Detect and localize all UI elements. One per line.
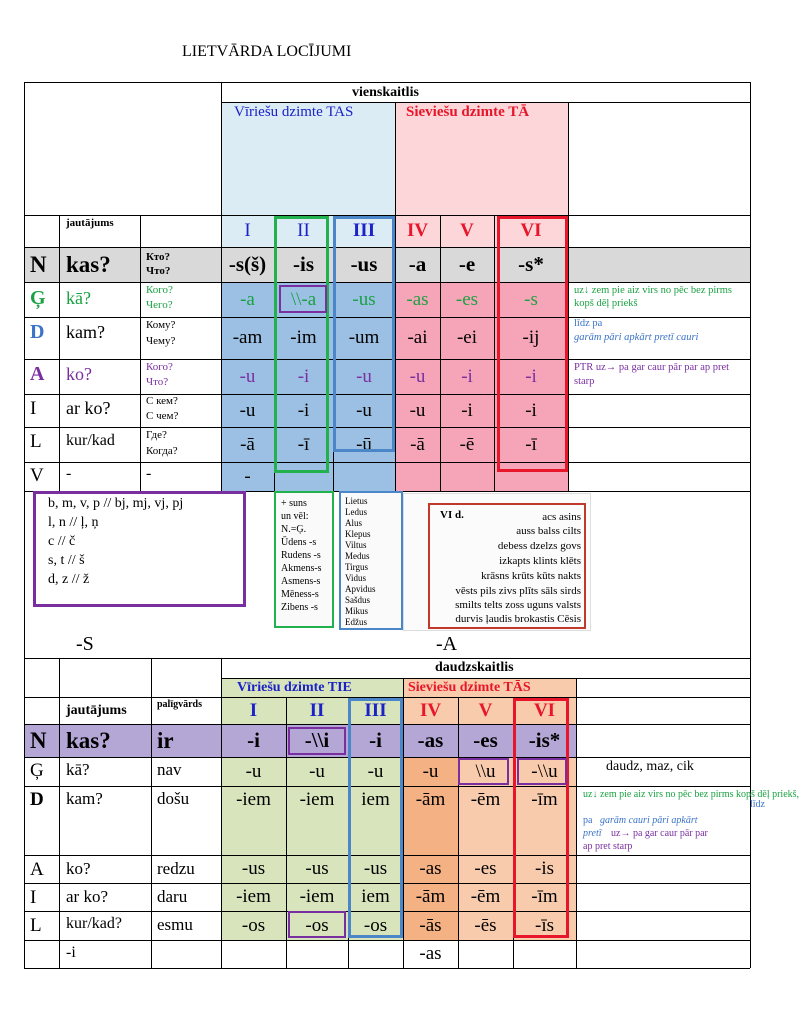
sg-q-d: kam? [66, 322, 105, 342]
sg-g-2: \\-a [290, 288, 317, 310]
sg-a-2: -i [297, 365, 310, 387]
l3-6: Tirgus [345, 562, 369, 572]
alt-line-3: c // č [48, 534, 76, 549]
sg-g-5: -es [455, 288, 479, 310]
pl-i-3: iem [361, 886, 390, 907]
pl-case-i: I [30, 887, 37, 908]
pl-i-2: -iem [299, 886, 335, 907]
vi-l7: durvis ļaudis brokastis Cēsis [455, 613, 581, 625]
pl-i-4: -ām [415, 886, 446, 907]
sg-ru1-i: С кем? [146, 395, 178, 407]
pl-decl-2: II [309, 699, 325, 721]
pl-note-dat-g: ap pret starp [583, 841, 633, 852]
pl-n-4: -as [417, 728, 444, 752]
pl-i-1: -iem [236, 886, 271, 907]
sg-ru2-l: Когда? [146, 445, 178, 457]
pl-note-dat-c: pa [583, 815, 593, 826]
sg-g-1: -a [240, 288, 255, 310]
sg-n-1: -s(š) [228, 252, 267, 276]
pl-a-2: -us [305, 858, 329, 879]
sg-case-v: V [30, 465, 44, 486]
sg-ru1-d: Кому? [146, 319, 176, 331]
pl-l-3: -os [363, 914, 388, 936]
pl-decl-6: VI [533, 699, 556, 721]
pl-q-g: kā? [66, 760, 90, 779]
sg-a-5: -i [461, 365, 473, 387]
sg-l-1: -ā [240, 433, 255, 455]
sg-n-6: -s* [518, 252, 544, 276]
pl-q-d: kam? [66, 789, 103, 808]
singular-question-label: jautājums [66, 217, 114, 229]
sg-ru1-v: - [146, 465, 152, 482]
sg-ru2-n: Что? [146, 265, 171, 277]
sg-l-4: -ā [410, 433, 425, 455]
sg-ru2-g: Чего? [146, 299, 173, 311]
l2-5: Akmens-s [281, 563, 322, 574]
pl-last-4: -as [419, 943, 442, 964]
l3-2: Alus [345, 518, 363, 528]
sg-d-3: -um [348, 327, 380, 348]
sg-a-4: -u [409, 365, 426, 387]
pl-q-i: ar ko? [66, 887, 109, 906]
sg-note-gen: uz↓ zem pie aiz virs no pēc bez pirms kopš dēļ priekš [574, 285, 733, 309]
sg-g-6: -s [524, 288, 538, 310]
pl-n-2: -\\i [304, 728, 330, 752]
foot-a: -A [436, 633, 458, 655]
pl-note-dat-a1: uz↓ zem pie aiz virs no pēc bez pirms kopš dēļ priekš, [583, 789, 799, 800]
l2-3: Ūdens -s [281, 537, 317, 548]
pl-aux-a: redzu [157, 859, 195, 878]
sg-decl-1: I [244, 220, 251, 241]
sg-a-1: -u [239, 365, 256, 387]
pl-note-dat-b: līdz [750, 799, 765, 810]
plural-question-label: jautājums [66, 703, 127, 718]
sg-d-1: -am [232, 327, 263, 348]
sg-q-a: ko? [66, 364, 92, 384]
vi-l4: krāsns krūts kūts nakts [481, 570, 581, 582]
pl-q-last: -i [66, 944, 76, 961]
alt-line-1: b, m, v, p // bj, mj, vj, pj [48, 496, 184, 511]
foot-s: -S [76, 633, 94, 655]
sg-case-n: N [30, 252, 47, 277]
pl-g-4: -u [422, 760, 439, 782]
sg-case-a: A [30, 363, 45, 385]
pl-l2-highlight [288, 911, 346, 938]
l2-6: Asmens-s [281, 576, 321, 587]
pl-g6-highlight [517, 758, 567, 785]
l3-0: Lietus [345, 496, 368, 506]
pl-note-dat-f: uz→ pa gar caur pār par [611, 828, 708, 839]
l3-10: Mikus [345, 606, 369, 616]
plural-masc-label: Vīriešu dzimte TIE [237, 680, 352, 695]
alt-line-5: d, z // ž [48, 572, 90, 587]
pl-i-5: -ēm [470, 886, 501, 907]
pl-decl6-highlight [513, 698, 569, 938]
sg-case-d: D [30, 321, 45, 343]
pl-g-6: -\\u [531, 760, 558, 782]
pl-decl-5: V [478, 699, 493, 721]
pl-decl-3: III [364, 699, 387, 721]
sg-d-2: -im [290, 327, 317, 348]
sg-ru2-i: С чем? [146, 410, 179, 422]
l2-1: un vēl: [281, 511, 309, 522]
sg-i-4: -u [409, 399, 426, 421]
sg-n-4: -a [408, 252, 427, 276]
pl-d-3: iem [361, 789, 390, 810]
sg-a-6: -i [525, 365, 537, 387]
sg-l-2: -ī [297, 433, 310, 455]
page-title: LIETVĀRDA LOCĪJUMI [182, 43, 352, 60]
pl-case-g: Ģ [30, 760, 44, 781]
pl-a-4: -as [419, 858, 442, 879]
pl-g-2: -u [309, 760, 325, 782]
vi-l6: smilts telts zoss uguns valsts [455, 599, 581, 611]
sg-q-v: - [66, 465, 72, 482]
pl-l-2: -os [305, 914, 329, 936]
l3-3: Klepus [345, 529, 371, 539]
pl-aux-l: esmu [157, 915, 193, 934]
pl-aux-n: ir [157, 728, 174, 753]
pl-l-4: -ās [419, 914, 442, 936]
pl-a-6: -is [535, 858, 554, 879]
sg-n-5: -e [458, 252, 476, 276]
l2-4: Rudens -s [281, 550, 321, 561]
pl-l-1: -os [241, 914, 266, 936]
pl-q-l: kur/kad? [66, 915, 122, 932]
pl-decl3-highlight [348, 698, 403, 938]
vi-l5: vēsts pils zivs plīts sāls sirds [455, 585, 581, 597]
pl-l-6: -īs [535, 914, 554, 936]
vi-l3: izkapts klints klēts [499, 555, 581, 567]
sg-d-4: -ai [407, 327, 428, 348]
pl-decl-4: IV [419, 699, 442, 721]
pl-d-6: -īm [531, 789, 558, 810]
sg-decl-6: VI [520, 220, 542, 241]
sg-decl-3: III [352, 220, 376, 241]
sg-v-1: - [244, 465, 251, 487]
pl-note-gen: daudz, maz, cik [606, 759, 694, 774]
sg-q-g: kā? [66, 288, 91, 308]
sg-i-1: -u [239, 399, 256, 421]
pl-n2-highlight [288, 727, 346, 755]
pl-case-n: N [30, 728, 47, 753]
l3-4: Viltus [345, 540, 367, 550]
pl-a-3: -us [363, 858, 388, 879]
sg-q-n: kas? [66, 252, 111, 277]
sg-l-5: -ē [459, 433, 475, 455]
alt-line-4: s, t // š [48, 553, 85, 568]
sg-g-4: -as [406, 288, 429, 310]
sg-q-i: ar ko? [66, 398, 111, 418]
l3-1: Ledus [345, 507, 367, 517]
sg-ru1-l: Где? [146, 429, 167, 441]
sg-n-2: -is [293, 252, 314, 276]
pl-case-l: L [30, 915, 42, 936]
plural-aux-label: palīgvārds [157, 699, 203, 710]
sg-l-6: -ī [525, 433, 537, 455]
pl-note-dat-d: garām cauri pāri apkārt [600, 815, 698, 826]
plural-fem-label: Sieviešu dzimte TĀS [408, 680, 531, 695]
singular-fem-label: Sieviešu dzimte TĀ [406, 104, 530, 120]
sg-i-2: -i [297, 399, 310, 421]
singular-header: vienskaitlis [352, 85, 419, 100]
l2-8: Zibens -s [281, 602, 318, 613]
pl-n-1: -i [247, 728, 260, 752]
pl-q-n: kas? [66, 728, 111, 753]
sg-q-l: kur/kad [66, 432, 115, 449]
sg-decl-4: IV [406, 220, 429, 241]
singular-masc-label: Vīriešu dzimte TAS [234, 104, 354, 120]
vi-l0: acs asins [542, 511, 581, 523]
vi-l2: debess dzelzs govs [497, 540, 581, 552]
sg-ru1-n: Кто? [146, 251, 170, 263]
pl-note-dat-e: pretī [583, 828, 602, 839]
pl-aux-g: nav [157, 760, 182, 779]
pl-g-5: \\u [475, 760, 496, 782]
l3-5: Medus [345, 551, 370, 561]
pl-i-6: -īm [531, 886, 558, 907]
sg-note-acc: PTR uz→ pa gar caur pār par ap pret starp [574, 362, 730, 387]
sg-decl-2: II [297, 220, 310, 241]
sg-note-dat2: garām pāri apkārt pretī cauri [574, 332, 699, 343]
pl-q-a: ko? [66, 859, 91, 878]
vi-title: VI d. [440, 509, 464, 521]
alt-line-2: l, n // ļ, ņ [48, 515, 99, 530]
sg-note-dat1: līdz pa [574, 318, 603, 329]
pl-case-a: A [30, 859, 44, 880]
pl-d-4: -ām [415, 789, 446, 810]
pl-case-d: D [30, 789, 44, 810]
sg-case-l: L [30, 431, 42, 452]
sg-i-6: -i [525, 399, 537, 421]
plural-header: daudzskaitlis [435, 660, 514, 675]
sg-decl-5: V [460, 220, 474, 241]
l2-2: N.=Ģ. [281, 524, 307, 535]
pl-d-2: -iem [299, 789, 335, 810]
sg-i-3: -u [356, 399, 372, 421]
pl-aux-d: došu [157, 789, 190, 808]
l3-7: Vidus [345, 573, 366, 583]
sg-ru2-d: Чему? [146, 335, 176, 347]
l2-7: Mēness-s [281, 589, 319, 600]
l3-9: Sašdus [345, 595, 371, 605]
pl-g-3: -u [367, 760, 384, 782]
sg-i-5: -i [461, 399, 473, 421]
l2-0: + suns [281, 498, 307, 509]
sg-decl6-highlight [497, 216, 568, 472]
vi-l1: auss balss cilts [516, 525, 581, 537]
pl-g-1: -u [245, 760, 262, 782]
sg-case-g: Ģ [30, 287, 46, 309]
pl-decl-1: I [249, 699, 258, 721]
sg-d-6: -ij [522, 327, 540, 348]
l3-8: Apvidus [345, 584, 376, 594]
l3-11: Edžus [345, 617, 367, 627]
sg-l-3: -ū [356, 433, 372, 455]
pl-d-1: -iem [236, 789, 271, 810]
sg-n-3: -us [350, 252, 378, 276]
pl-a-1: -us [241, 858, 266, 879]
sg-decl3-highlight [333, 216, 395, 452]
pl-l-5: -ēs [474, 914, 497, 936]
pl-d-5: -ēm [470, 789, 501, 810]
sg-a-3: -u [356, 365, 372, 387]
pl-n-5: -es [473, 728, 498, 752]
sg-ru1-a: Кого? [146, 361, 173, 373]
sg-ru1-g: Кого? [146, 284, 173, 296]
sg-ru2-a: Что? [146, 376, 169, 388]
pl-g5-highlight [458, 758, 509, 785]
pl-n-6: -is* [528, 728, 561, 752]
pl-n-3: -i [369, 728, 382, 752]
pl-a-5: -es [474, 858, 497, 879]
sg-g2-highlight [279, 285, 327, 313]
sg-decl2-highlight [274, 216, 329, 473]
sg-case-i: I [30, 398, 37, 419]
pl-aux-i: daru [157, 887, 188, 906]
sg-d-5: -ei [456, 327, 478, 348]
sg-g-3: -us [352, 288, 376, 310]
